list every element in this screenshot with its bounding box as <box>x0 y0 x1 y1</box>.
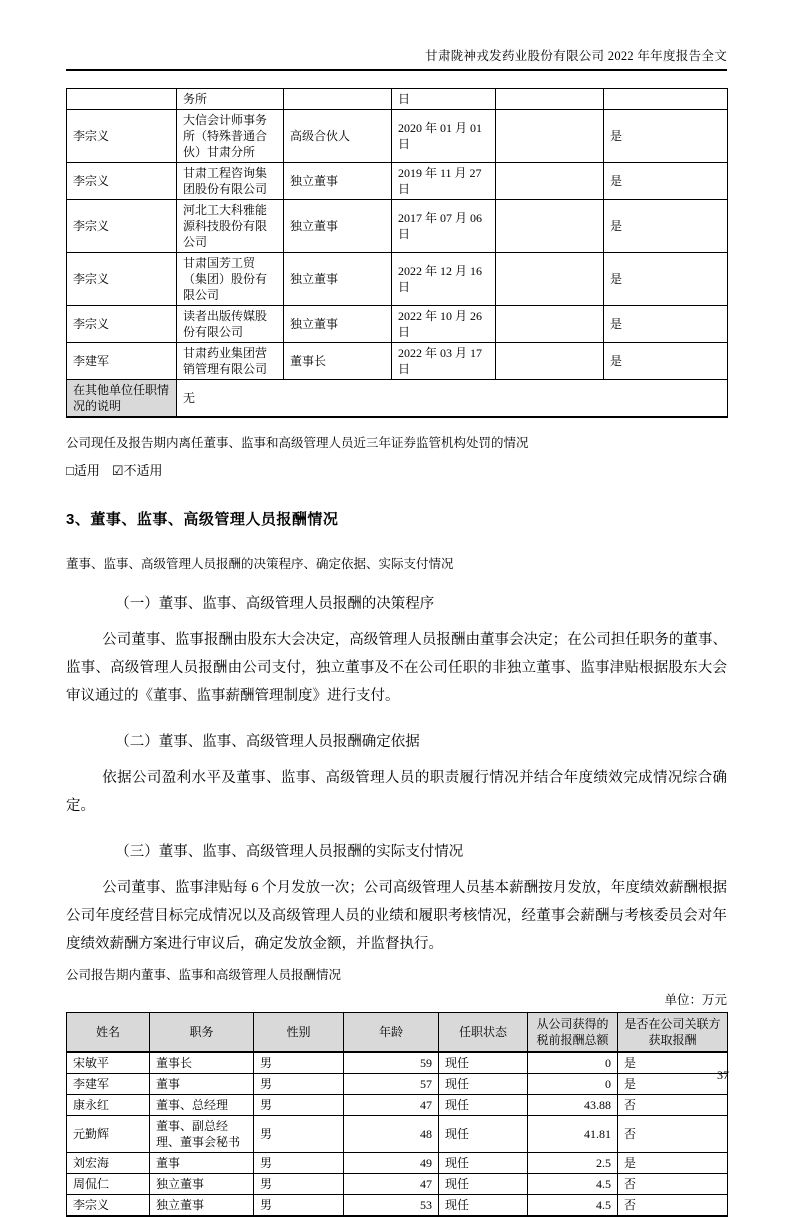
cell-org: 甘肃工程咨询集团股份有限公司 <box>177 163 284 200</box>
cell: 0 <box>528 1074 618 1095</box>
cell: 是 <box>618 1153 728 1174</box>
note-label-cell: 在其他单位任职情况的说明 <box>67 380 177 418</box>
cell-org: 甘肃药业集团营销管理有限公司 <box>177 343 284 380</box>
cell: 董事长 <box>150 1052 254 1074</box>
subsection-1-title: （一）董事、监事、高级管理人员报酬的决策程序 <box>115 596 435 612</box>
cell-org: 务所 <box>177 89 284 110</box>
column-header: 年龄 <box>344 1013 439 1053</box>
cell: 57 <box>344 1074 439 1095</box>
cell: 董事、总经理 <box>150 1095 254 1116</box>
cell: 男 <box>254 1153 344 1174</box>
header-title: 甘肃陇神戎发药业股份有限公司 2022 年年度报告全文 <box>425 49 727 63</box>
cell-flag: 是 <box>604 343 728 380</box>
checkbox-applicable: □适用 <box>66 463 100 478</box>
cell: 2.5 <box>528 1153 618 1174</box>
other-position-row <box>67 163 728 200</box>
cell-position: 独立董事 <box>284 200 392 253</box>
cell-name: 李建军 <box>67 343 177 380</box>
cell: 47 <box>344 1095 439 1116</box>
cell: 现任 <box>439 1074 528 1095</box>
cell: 男 <box>254 1052 344 1074</box>
cell: 0 <box>528 1052 618 1074</box>
other-position-row <box>67 110 728 163</box>
cell-name: 李宗义 <box>67 163 177 200</box>
cell: 独立董事 <box>150 1174 254 1195</box>
compensation-body <box>67 1052 728 1216</box>
other-position-row <box>67 200 728 253</box>
subsection-3-body: 公司董事、监事津贴每 6 个月发放一次；公司高级管理人员基本薪酬按月发放，年度绩效薪酬根据公司年度经营目标完成情况以及高级管理人员的业绩和履职考核情况，经董事会薪酬与考核委员会对年度绩效薪酬方案进行审议后，确定发放金额，并监督执行。 <box>66 880 727 952</box>
other-positions-table <box>66 88 728 418</box>
other-position-row <box>67 253 728 306</box>
cell: 否 <box>618 1195 728 1217</box>
cell: 刘宏海 <box>67 1153 150 1174</box>
subsection-2-body: 依据公司盈利水平及董事、监事、高级管理人员的职责履行情况并结合年度绩效完成情况综合确定。 <box>66 770 727 814</box>
column-header: 从公司获得的税前报酬总额 <box>528 1013 618 1053</box>
compensation-row <box>67 1174 728 1195</box>
cell-extra <box>496 163 604 200</box>
other-position-row <box>67 89 728 110</box>
cell-position: 独立董事 <box>284 163 392 200</box>
cell-position: 独立董事 <box>284 253 392 306</box>
cell: 男 <box>254 1116 344 1153</box>
cell-name: 李宗义 <box>67 306 177 343</box>
cell: 周侃仁 <box>67 1174 150 1195</box>
cell-name: 李宗义 <box>67 110 177 163</box>
cell-org: 甘肃国芳工贸（集团）股份有限公司 <box>177 253 284 306</box>
cell-org: 大信会计师事务所（特殊普通合伙）甘肃分所 <box>177 110 284 163</box>
cell-position <box>284 89 392 110</box>
column-header: 是否在公司关联方获取报酬 <box>618 1013 728 1053</box>
cell-org: 读者出版传媒股份有限公司 <box>177 306 284 343</box>
cell: 47 <box>344 1174 439 1195</box>
cell: 男 <box>254 1095 344 1116</box>
cell-position: 董事长 <box>284 343 392 380</box>
cell-org: 河北工大科雅能源科技股份有限公司 <box>177 200 284 253</box>
cell: 李建军 <box>67 1074 150 1095</box>
cell-date: 2020 年 01 月 01 日 <box>392 110 496 163</box>
cell-name: 李宗义 <box>67 200 177 253</box>
cell: 4.5 <box>528 1195 618 1217</box>
compensation-row <box>67 1074 728 1095</box>
checkbox-not-applicable: ☑不适用 <box>111 463 163 478</box>
cell: 男 <box>254 1195 344 1217</box>
cell-flag: 是 <box>604 253 728 306</box>
cell: 男 <box>254 1174 344 1195</box>
cell-extra <box>496 200 604 253</box>
cell: 李宗义 <box>67 1195 150 1217</box>
compensation-row <box>67 1052 728 1074</box>
cell: 现任 <box>439 1153 528 1174</box>
cell-position: 独立董事 <box>284 306 392 343</box>
cell: 康永红 <box>67 1095 150 1116</box>
cell: 53 <box>344 1195 439 1217</box>
cell-date: 日 <box>392 89 496 110</box>
cell: 是 <box>618 1074 728 1095</box>
cell: 现任 <box>439 1195 528 1217</box>
subsection-2-title: （二）董事、监事、高级管理人员报酬确定依据 <box>115 734 420 750</box>
cell-extra <box>496 343 604 380</box>
cell-date: 2022 年 12 月 16 日 <box>392 253 496 306</box>
note-value-cell: 无 <box>177 380 728 418</box>
cell-date: 2022 年 03 月 17 日 <box>392 343 496 380</box>
cell-date: 2017 年 07 月 06 日 <box>392 200 496 253</box>
cell: 是 <box>618 1052 728 1074</box>
cell: 否 <box>618 1116 728 1153</box>
cell: 现任 <box>439 1116 528 1153</box>
column-header: 职务 <box>150 1013 254 1053</box>
cell-name: 李宗义 <box>67 253 177 306</box>
cell-date: 2022 年 10 月 26 日 <box>392 306 496 343</box>
other-position-row <box>67 343 728 380</box>
cell: 男 <box>254 1074 344 1095</box>
subsection-3-title: （三）董事、监事、高级管理人员报酬的实际支付情况 <box>115 844 464 860</box>
cell: 41.81 <box>528 1116 618 1153</box>
cell: 否 <box>618 1174 728 1195</box>
cell: 否 <box>618 1095 728 1116</box>
cell: 独立董事 <box>150 1195 254 1217</box>
cell-flag: 是 <box>604 110 728 163</box>
compensation-table-caption: 公司报告期内董事、监事和高级管理人员报酬情况 <box>66 968 342 982</box>
cell: 现任 <box>439 1095 528 1116</box>
other-position-row <box>67 306 728 343</box>
cell: 49 <box>344 1153 439 1174</box>
cell: 董事 <box>150 1074 254 1095</box>
note-row <box>67 380 728 418</box>
page-number: 37 <box>717 1068 729 1082</box>
cell-extra <box>496 306 604 343</box>
cell-extra <box>496 110 604 163</box>
cell: 现任 <box>439 1174 528 1195</box>
column-header: 任职状态 <box>439 1013 528 1053</box>
compensation-table <box>66 1012 728 1217</box>
compensation-row <box>67 1195 728 1217</box>
section-intro: 董事、监事、高级管理人员报酬的决策程序、确定依据、实际支付情况 <box>66 557 454 571</box>
compensation-row <box>67 1153 728 1174</box>
cell-date: 2019 年 11 月 27 日 <box>392 163 496 200</box>
applicability-checkboxes <box>66 460 727 479</box>
section-heading: 3、董事、监事、高级管理人员报酬情况 <box>66 511 339 528</box>
cell-extra <box>496 253 604 306</box>
unit-label: 单位：万元 <box>664 993 727 1007</box>
cell-position: 高级合伙人 <box>284 110 392 163</box>
cell-extra <box>496 89 604 110</box>
cell: 4.5 <box>528 1174 618 1195</box>
cell-flag: 是 <box>604 306 728 343</box>
cell-flag: 是 <box>604 163 728 200</box>
table-header-row <box>67 1013 728 1053</box>
cell: 宋敏平 <box>67 1052 150 1074</box>
cell: 董事、副总经理、董事会秘书 <box>150 1116 254 1153</box>
column-header: 性别 <box>254 1013 344 1053</box>
cell: 48 <box>344 1116 439 1153</box>
document-header <box>66 46 727 71</box>
column-header: 姓名 <box>67 1013 150 1053</box>
cell-flag <box>604 89 728 110</box>
compensation-row <box>67 1116 728 1153</box>
penalty-statement: 公司现任及报告期内离任董事、监事和高级管理人员近三年证券监管机构处罚的情况 <box>66 436 529 450</box>
other-positions-body <box>67 89 728 418</box>
cell: 董事 <box>150 1153 254 1174</box>
cell-flag: 是 <box>604 200 728 253</box>
cell: 43.88 <box>528 1095 618 1116</box>
cell-name <box>67 89 177 110</box>
compensation-row <box>67 1095 728 1116</box>
cell: 元勤辉 <box>67 1116 150 1153</box>
subsection-1-body: 公司董事、监事报酬由股东大会决定，高级管理人员报酬由董事会决定；在公司担任职务的董事、监事、高级管理人员报酬由公司支付，独立董事及不在公司任职的非独立董事、监事津贴根据股东大会审议通过的《董事、监事薪酬管理制度》进行支付。 <box>66 632 727 704</box>
cell: 59 <box>344 1052 439 1074</box>
cell: 现任 <box>439 1052 528 1074</box>
